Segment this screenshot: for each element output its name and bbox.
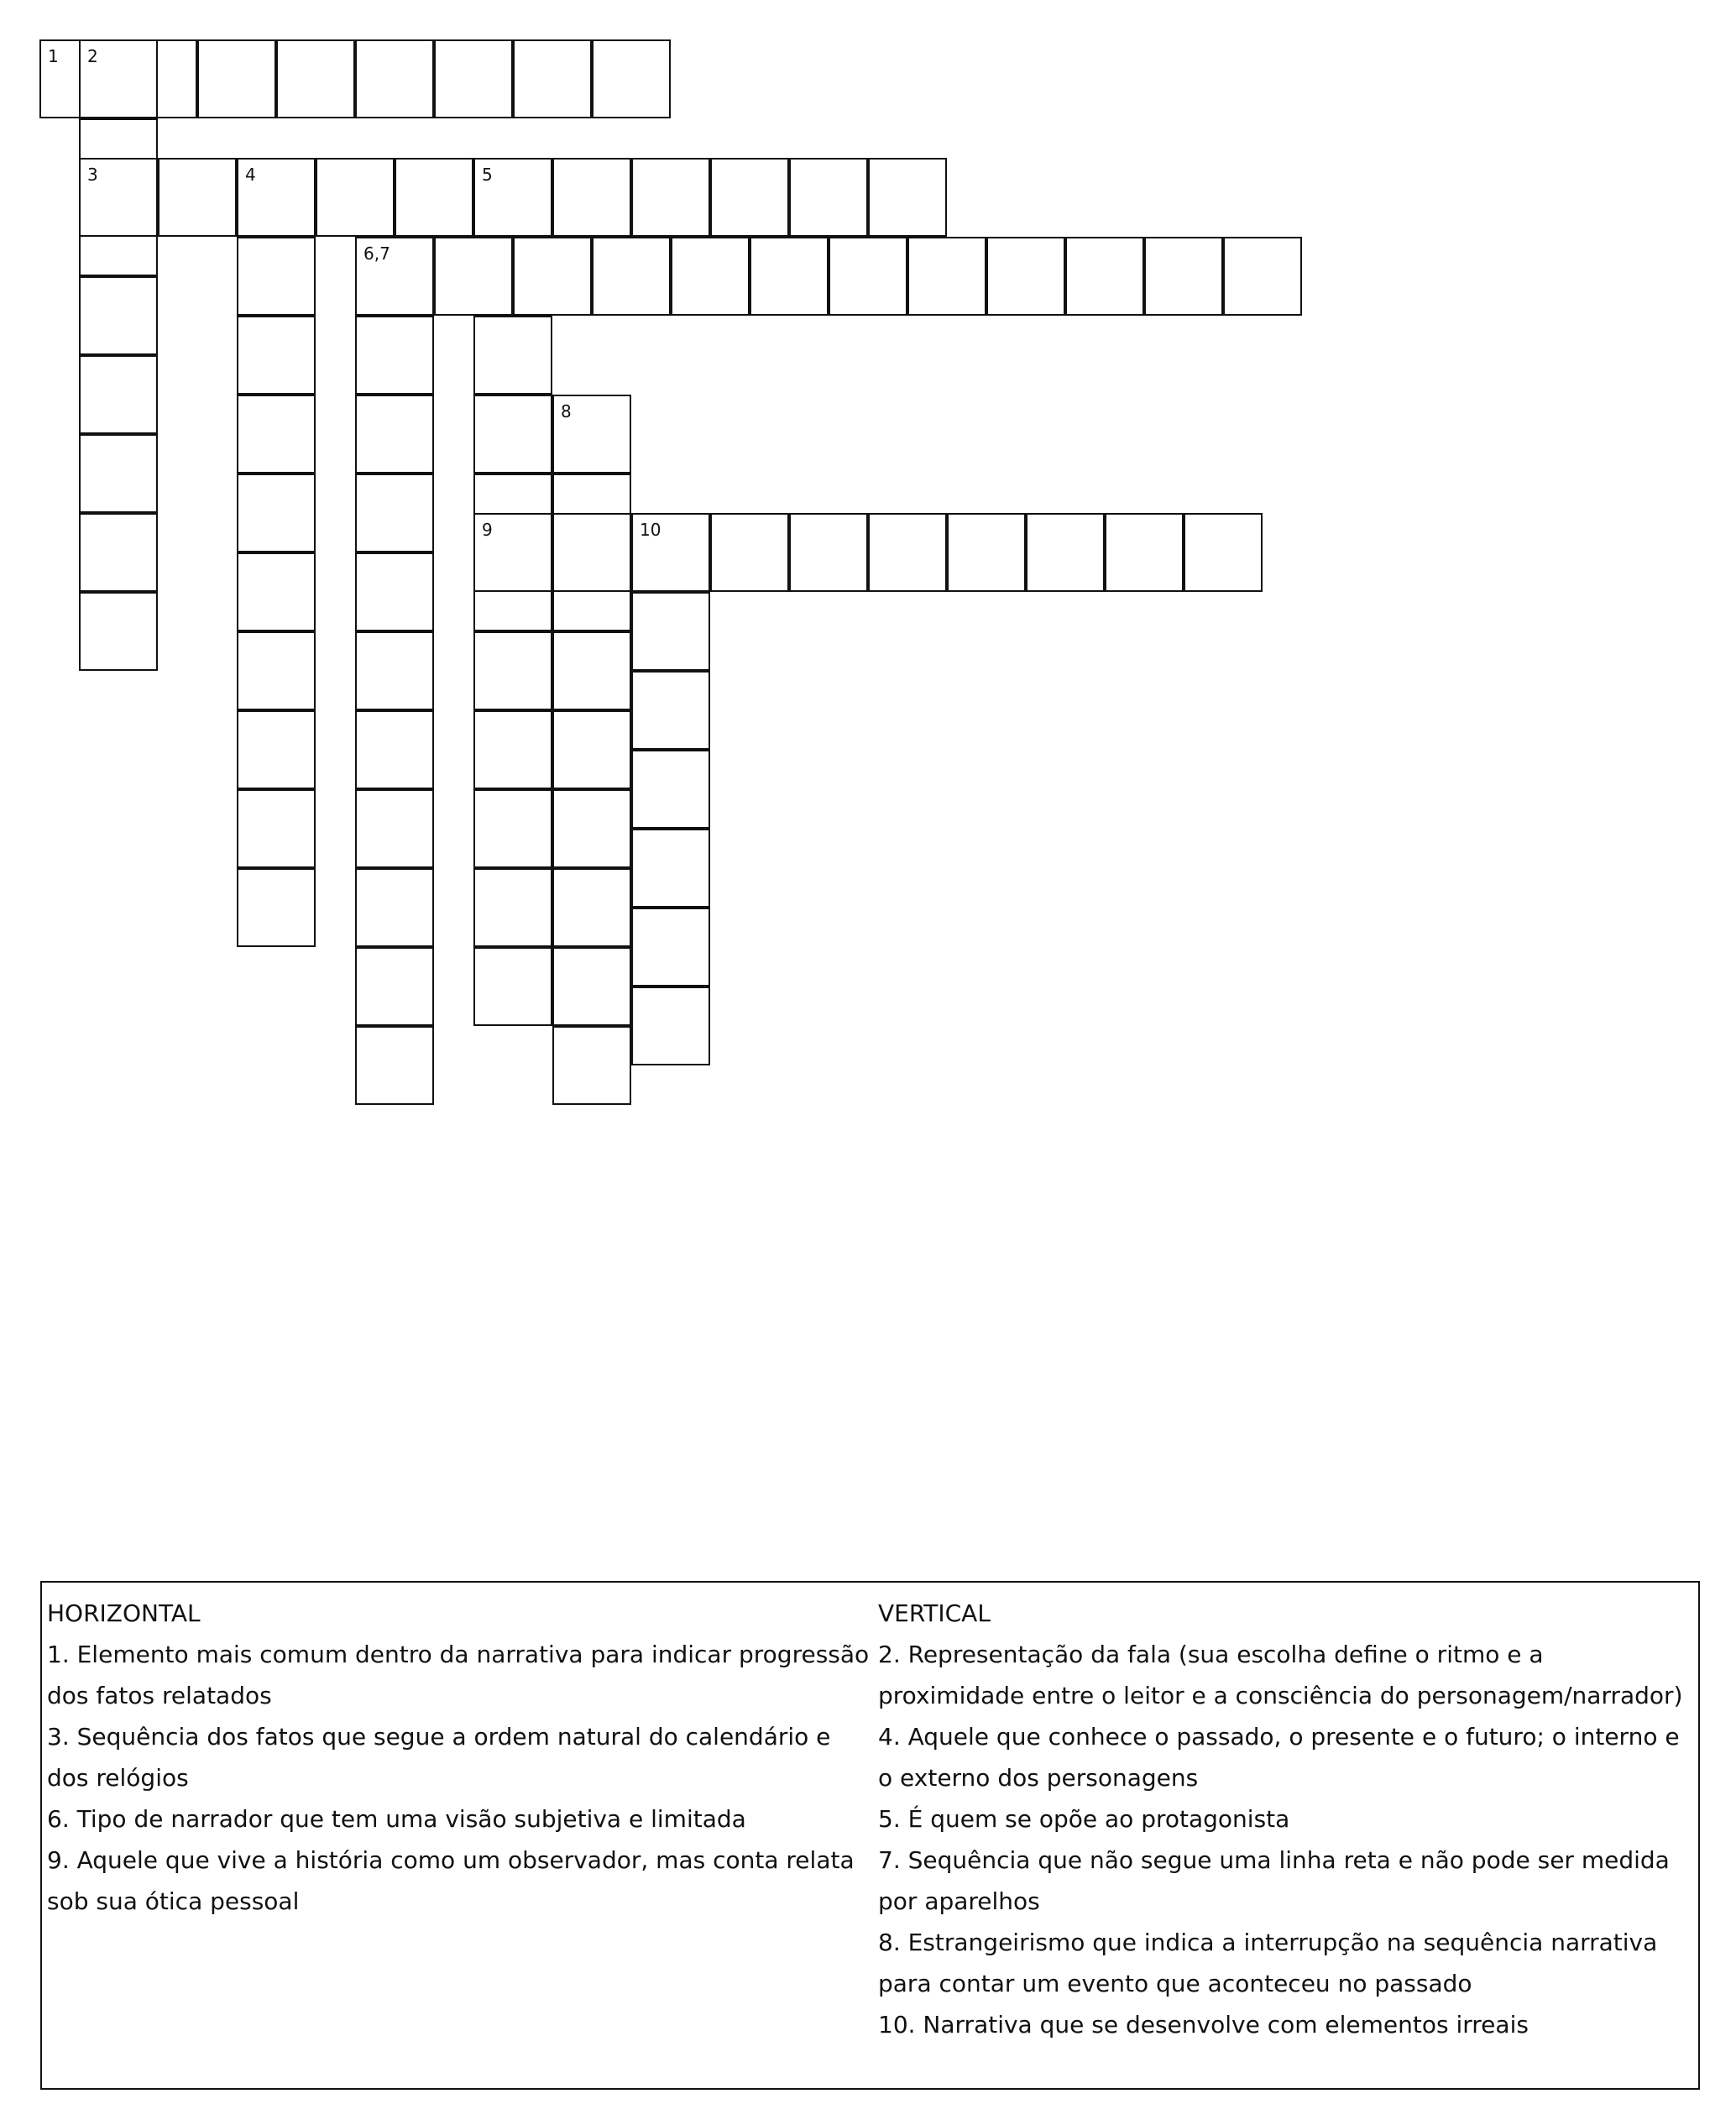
- crossword-cell[interactable]: [473, 395, 552, 474]
- clue-vertical-7: 7. Sequência que não segue uma linha reta e não pode ser medida por aparelhos: [878, 1846, 1670, 1915]
- crossword-cell[interactable]: [671, 237, 750, 316]
- crossword-cell[interactable]: [79, 434, 158, 513]
- crossword-cell[interactable]: [631, 592, 710, 671]
- crossword-cell[interactable]: [907, 237, 986, 316]
- crossword-cell[interactable]: [829, 237, 907, 316]
- crossword-cell[interactable]: [631, 908, 710, 987]
- crossword-cell[interactable]: [1144, 237, 1223, 316]
- crossword-cell[interactable]: [79, 355, 158, 434]
- crossword-cell[interactable]: [79, 513, 158, 592]
- crossword-cell[interactable]: [434, 39, 513, 118]
- crossword-cell[interactable]: [473, 158, 552, 237]
- crossword-cell[interactable]: [355, 868, 434, 947]
- clue-box: [40, 1581, 1700, 2090]
- crossword-cell[interactable]: [316, 158, 395, 237]
- crossword-cell[interactable]: [237, 789, 316, 868]
- crossword-cell[interactable]: [868, 158, 947, 237]
- crossword-cell[interactable]: [237, 316, 316, 395]
- crossword-cell[interactable]: [513, 237, 592, 316]
- clue-vertical-4: 4. Aquele que conhece o passado, o presente e o futuro; o interno e o externo dos personagens: [878, 1723, 1680, 1792]
- crossword-cell[interactable]: [79, 39, 158, 118]
- crossword-cell[interactable]: [631, 158, 710, 237]
- crossword-cell[interactable]: [631, 513, 710, 592]
- crossword-cell[interactable]: [552, 789, 631, 868]
- crossword-cell[interactable]: [473, 316, 552, 395]
- horizontal-heading: HORIZONTAL: [47, 1599, 201, 1627]
- crossword-cell[interactable]: [395, 158, 473, 237]
- crossword-cell[interactable]: [237, 631, 316, 710]
- crossword-cell[interactable]: [552, 395, 631, 474]
- crossword-cell[interactable]: [355, 710, 434, 789]
- clue-vertical-10: 10. Narrativa que se desenvolve com elementos irreais: [878, 2011, 1529, 2039]
- vertical-heading: VERTICAL: [878, 1599, 991, 1627]
- clue-number: 6,7: [363, 243, 390, 264]
- crossword-cell[interactable]: [710, 158, 789, 237]
- crossword-cell[interactable]: [79, 592, 158, 671]
- crossword-cell[interactable]: [592, 237, 671, 316]
- crossword-cell[interactable]: [355, 39, 434, 118]
- crossword-cell[interactable]: [986, 237, 1065, 316]
- crossword-cell[interactable]: [237, 395, 316, 474]
- crossword-cell[interactable]: [473, 631, 552, 710]
- crossword-cell[interactable]: [710, 513, 789, 592]
- crossword-cell[interactable]: [552, 710, 631, 789]
- clue-number: 5: [482, 165, 493, 185]
- crossword-cell[interactable]: [473, 710, 552, 789]
- clue-number: 10: [640, 520, 661, 540]
- clue-horizontal-6: 6. Tipo de narrador que tem uma visão subjetiva e limitada: [47, 1805, 746, 1833]
- crossword-cell[interactable]: [473, 789, 552, 868]
- crossword-cell[interactable]: [552, 1026, 631, 1105]
- crossword-cell[interactable]: [513, 39, 592, 118]
- crossword-cell[interactable]: [237, 868, 316, 947]
- crossword-cell[interactable]: [631, 750, 710, 829]
- crossword-cell[interactable]: [947, 513, 1026, 592]
- crossword-cell[interactable]: [1184, 513, 1263, 592]
- crossword-cell[interactable]: [237, 474, 316, 552]
- crossword-cell[interactable]: [355, 1026, 434, 1105]
- crossword-cell[interactable]: [1026, 513, 1105, 592]
- crossword-cell[interactable]: [434, 237, 513, 316]
- crossword-cell[interactable]: [592, 39, 671, 118]
- clue-number: 2: [87, 46, 98, 66]
- crossword-cell[interactable]: [355, 552, 434, 631]
- clue-number: 9: [482, 520, 493, 540]
- clue-horizontal-3: 3. Sequência dos fatos que segue a ordem natural do calendário e dos relógios: [47, 1723, 831, 1792]
- crossword-cell[interactable]: [631, 829, 710, 908]
- crossword-cell[interactable]: [158, 158, 237, 237]
- crossword-cell[interactable]: [355, 237, 434, 316]
- crossword-cell[interactable]: [552, 947, 631, 1026]
- crossword-cell[interactable]: [79, 276, 158, 355]
- crossword-cell[interactable]: [276, 39, 355, 118]
- crossword-cell[interactable]: [789, 513, 868, 592]
- crossword-cell[interactable]: [1105, 513, 1184, 592]
- crossword-cell[interactable]: [552, 158, 631, 237]
- crossword-cell[interactable]: [552, 631, 631, 710]
- crossword-cell[interactable]: [237, 710, 316, 789]
- crossword-cell[interactable]: [1065, 237, 1144, 316]
- crossword-cell[interactable]: [552, 513, 631, 592]
- crossword-cell[interactable]: [631, 987, 710, 1065]
- crossword-cell[interactable]: [197, 39, 276, 118]
- crossword-cell[interactable]: [237, 552, 316, 631]
- clue-vertical-5: 5. É quem se opõe ao protagonista: [878, 1805, 1290, 1833]
- crossword-cell[interactable]: [355, 395, 434, 474]
- crossword-cell[interactable]: [355, 631, 434, 710]
- clue-number: 8: [561, 401, 572, 421]
- vertical-clues: [878, 1593, 1692, 2045]
- crossword-cell[interactable]: [237, 158, 316, 237]
- crossword-cell[interactable]: [355, 474, 434, 552]
- clue-horizontal-1: 1. Elemento mais comum dentro da narrativa para indicar progressão dos fatos relatados: [47, 1641, 870, 1709]
- crossword-cell[interactable]: [237, 237, 316, 316]
- clue-number: 3: [87, 165, 98, 185]
- clue-vertical-2: 2. Representação da fala (sua escolha define o ritmo e a proximidade entre o leitor e a consciência do personagem/narrador): [878, 1641, 1683, 1709]
- clue-number: 4: [245, 165, 256, 185]
- crossword-cell[interactable]: [473, 513, 552, 592]
- crossword-cell[interactable]: [868, 513, 947, 592]
- crossword-cell[interactable]: [631, 671, 710, 750]
- crossword-cell[interactable]: [355, 947, 434, 1026]
- crossword-cell[interactable]: [750, 237, 829, 316]
- clue-vertical-8: 8. Estrangeirismo que indica a interrupção na sequência narrativa para contar um evento que aconteceu no passado: [878, 1929, 1658, 1997]
- clue-horizontal-9: 9. Aquele que vive a história como um observador, mas conta relata sob sua ótica pessoal: [47, 1846, 855, 1915]
- crossword-cell[interactable]: [473, 947, 552, 1026]
- crossword-cell[interactable]: [552, 868, 631, 947]
- crossword-cell[interactable]: [79, 158, 158, 237]
- crossword-cell[interactable]: [1223, 237, 1302, 316]
- crossword-cell[interactable]: [789, 158, 868, 237]
- crossword-cell[interactable]: [473, 868, 552, 947]
- clue-number: 1: [48, 46, 59, 66]
- crossword-cell[interactable]: [355, 789, 434, 868]
- crossword-cell[interactable]: [355, 316, 434, 395]
- horizontal-clues: [47, 1593, 874, 1922]
